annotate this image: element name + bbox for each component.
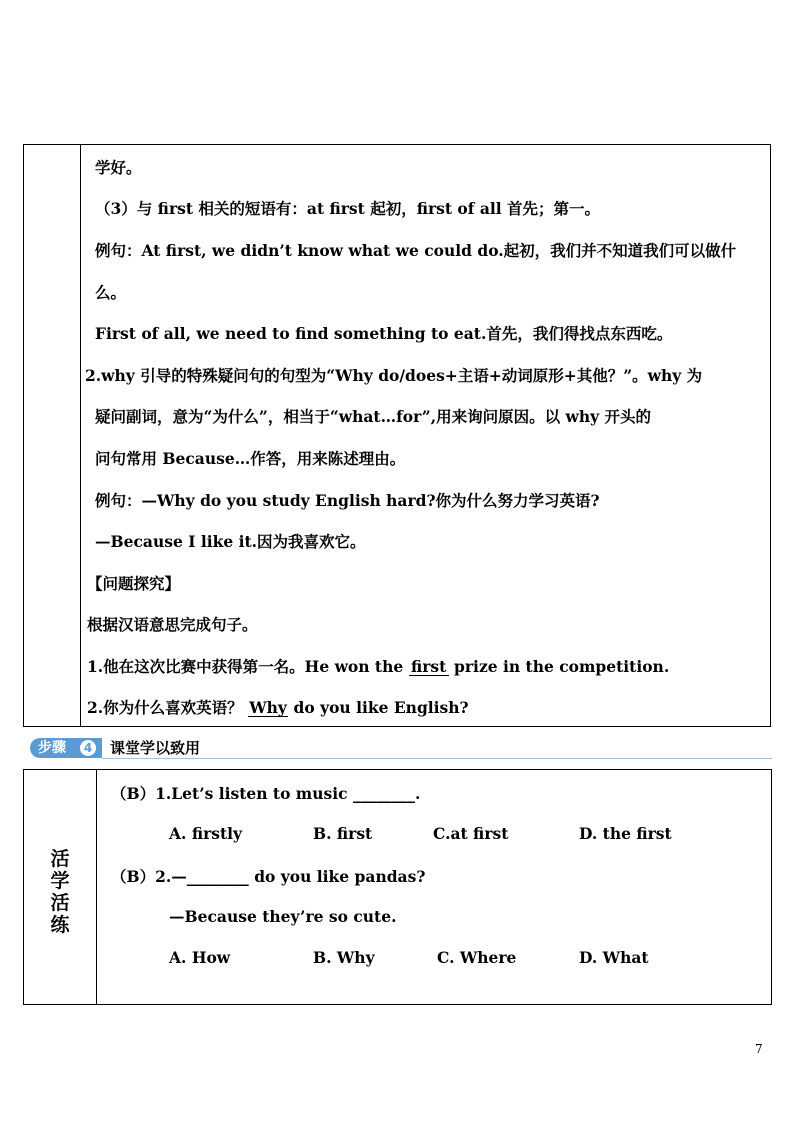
practice-table	[23, 769, 772, 1005]
text-line: 么。	[95, 283, 127, 302]
step-label: 步骤	[38, 740, 66, 756]
text-line: 例句：—Why do you study English hard?你为什么努力学习英语?	[95, 491, 600, 510]
exercise-suffix: prize in the competition.	[454, 657, 670, 676]
exercise-line-1	[87, 655, 669, 677]
column-divider	[80, 145, 81, 726]
step-banner	[30, 737, 772, 759]
option: B. first	[313, 824, 373, 843]
exercise-line-2	[87, 696, 469, 718]
option: C.at first	[433, 824, 509, 843]
option: D. What	[579, 948, 649, 967]
option: C. Where	[437, 948, 517, 967]
text-line: （3）与 first 相关的短语有：at first 起初，first of all 首先；第一。	[95, 199, 601, 218]
text-line: First of all, we need to find something to eat.首先，我们得找点东西吃。	[95, 324, 673, 343]
text-line: 学好。	[95, 158, 142, 177]
exercise-prefix: 2.你为什么喜欢英语？	[87, 698, 243, 717]
text-line: 问句常用 Because…作答，用来陈述理由。	[95, 449, 406, 468]
answer-blank: Why	[249, 698, 287, 717]
answer-line: —Because they’re so cute.	[169, 907, 397, 926]
option: A. How	[169, 948, 231, 967]
side-label: 活 学 活 练	[50, 848, 70, 936]
divider	[102, 758, 772, 759]
answer-blank: ________	[352, 784, 415, 803]
exercise-prefix: 1.他在这次比赛中获得第一名。He won the	[87, 657, 404, 676]
text-line: —Because I like it.因为我喜欢它。	[95, 532, 366, 551]
option: A. firstly	[169, 824, 243, 843]
text-line: 根据汉语意思完成句子。	[87, 615, 258, 634]
step-badge	[30, 738, 102, 758]
column-divider	[96, 770, 97, 1004]
section-heading: 【问题探究】	[87, 574, 181, 593]
answer-blank: first	[409, 659, 449, 676]
step-title: 课堂学以致用	[110, 739, 201, 757]
question-1: （B）1.Let’s listen to music ________.	[111, 784, 421, 803]
text-line: 例句：At first, we didn’t know what we could do.起初，我们并不知道我们可以做什	[95, 241, 737, 260]
page-number: 7	[755, 1042, 763, 1056]
option: D. the first	[579, 824, 672, 843]
text-line: 2.why 引导的特殊疑问句的句型为“Why do/does+主语+动词原形+其他？”。why 为	[85, 366, 703, 385]
answer-blank: ________	[186, 867, 249, 886]
option: B. Why	[313, 948, 375, 967]
exercise-suffix: do you like English?	[293, 698, 469, 717]
text-line: 疑问副词，意为“为什么”，相当于“what…for”,用来询问原因。以 why 开头的	[95, 407, 652, 426]
explanation-table	[23, 144, 771, 727]
step-number: 4	[80, 740, 96, 756]
question-2: （B）2.—________ do you like pandas?	[111, 867, 426, 886]
